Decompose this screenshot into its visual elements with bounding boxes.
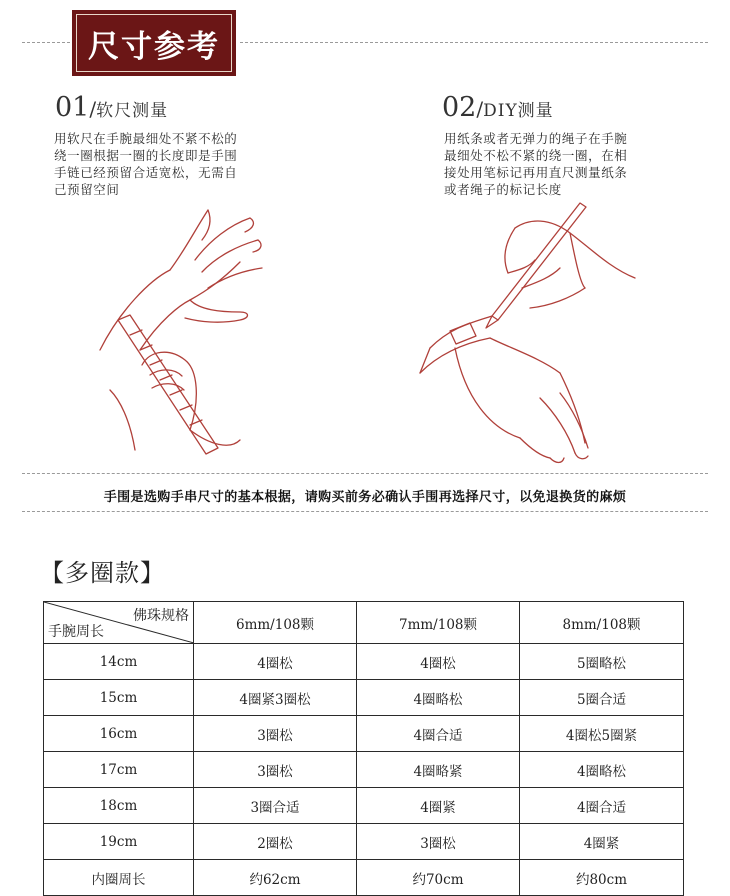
- method2-label: DIY测量: [483, 101, 554, 121]
- table-row: [44, 788, 684, 824]
- fit-cell: 3圈合适: [194, 788, 357, 824]
- method2-description: [444, 130, 627, 198]
- table-row: [44, 752, 684, 788]
- method1-description: [54, 130, 237, 198]
- column-header: 7mm/108颗: [357, 602, 520, 644]
- method1-label: 软尺测量: [96, 101, 169, 121]
- fit-cell: 4圈松: [194, 644, 357, 680]
- fit-cell: 5圈合适: [520, 680, 684, 716]
- method2-heading: [442, 92, 554, 123]
- desc-line: 手链已经预留合适宽松，无需自: [54, 165, 238, 180]
- fit-cell: 约62cm: [194, 860, 357, 896]
- fit-cell: 4圈紧: [520, 824, 684, 860]
- desc-line: 用纸条或者无弹力的绳子在手腕: [444, 131, 628, 146]
- fit-cell: 3圈松: [194, 752, 357, 788]
- wrist-size-cell: 16cm: [44, 716, 194, 752]
- method2-slash: /: [476, 97, 484, 121]
- fit-cell: 4圈松: [357, 644, 520, 680]
- desc-line: 用软尺在手腕最细处不紧不松的: [54, 131, 238, 146]
- desc-line: 接处用笔标记再用直尺测量纸条: [444, 165, 628, 180]
- notice-divider-bottom: [22, 511, 708, 512]
- table-row: [44, 716, 684, 752]
- paper-strip-pen-illustration: [410, 198, 640, 468]
- desc-line: 或者绳子的标记长度: [444, 182, 562, 197]
- page-title: 尺寸参考: [88, 28, 220, 65]
- corner-wrist-label: 手腕周长: [48, 624, 104, 640]
- top-divider-right: [240, 42, 708, 43]
- fit-cell: 4圈合适: [520, 788, 684, 824]
- method1-number: 01: [55, 92, 90, 123]
- fit-cell: 2圈松: [194, 824, 357, 860]
- table-corner-cell: [44, 602, 194, 644]
- top-divider-left: [22, 42, 70, 43]
- wrist-size-cell: 17cm: [44, 752, 194, 788]
- wrist-size-cell: 内圈周长: [44, 860, 194, 896]
- method1-heading: [55, 92, 168, 123]
- fit-cell: 4圈合适: [357, 716, 520, 752]
- table-row: [44, 680, 684, 716]
- fit-cell: 4圈松5圈紧: [520, 716, 684, 752]
- wrist-size-cell: 19cm: [44, 824, 194, 860]
- desc-line: 最细处不松不紧的绕一圈，在相: [444, 148, 628, 163]
- column-header: 6mm/108颗: [194, 602, 357, 644]
- tape-measure-hand-illustration: [90, 200, 270, 470]
- fit-cell: 约80cm: [520, 860, 684, 896]
- table-row: [44, 644, 684, 680]
- fit-cell: 4圈紧3圈松: [194, 680, 357, 716]
- method2-number: 02: [442, 92, 477, 123]
- corner-bead-spec-label: 佛珠规格: [133, 608, 189, 624]
- size-chart-table: [43, 601, 684, 896]
- fit-cell: 4圈紧: [357, 788, 520, 824]
- wrist-size-cell: 18cm: [44, 788, 194, 824]
- table-row: [44, 824, 684, 860]
- multi-loop-section-title: 【多圈款】: [40, 559, 165, 587]
- fit-cell: 4圈略松: [357, 680, 520, 716]
- sizing-notice: 手围是选购手串尺寸的基本根据，请购买前务必确认手围再选择尺寸，以免退换货的麻烦: [103, 490, 627, 505]
- fit-cell: 4圈略紧: [357, 752, 520, 788]
- notice-divider-top: [22, 473, 708, 474]
- fit-cell: 5圈略松: [520, 644, 684, 680]
- desc-line: 己预留空间: [54, 182, 120, 197]
- fit-cell: 3圈松: [194, 716, 357, 752]
- fit-cell: 4圈略松: [520, 752, 684, 788]
- fit-cell: 3圈松: [357, 824, 520, 860]
- column-header: 8mm/108颗: [520, 602, 684, 644]
- desc-line: 绕一圈根据一圈的长度即是手围: [54, 148, 238, 163]
- table-header-row: [44, 602, 684, 644]
- table-row: [44, 860, 684, 896]
- section-title-banner: [72, 10, 236, 76]
- fit-cell: 约70cm: [357, 860, 520, 896]
- wrist-size-cell: 15cm: [44, 680, 194, 716]
- wrist-size-cell: 14cm: [44, 644, 194, 680]
- method1-slash: /: [89, 97, 97, 121]
